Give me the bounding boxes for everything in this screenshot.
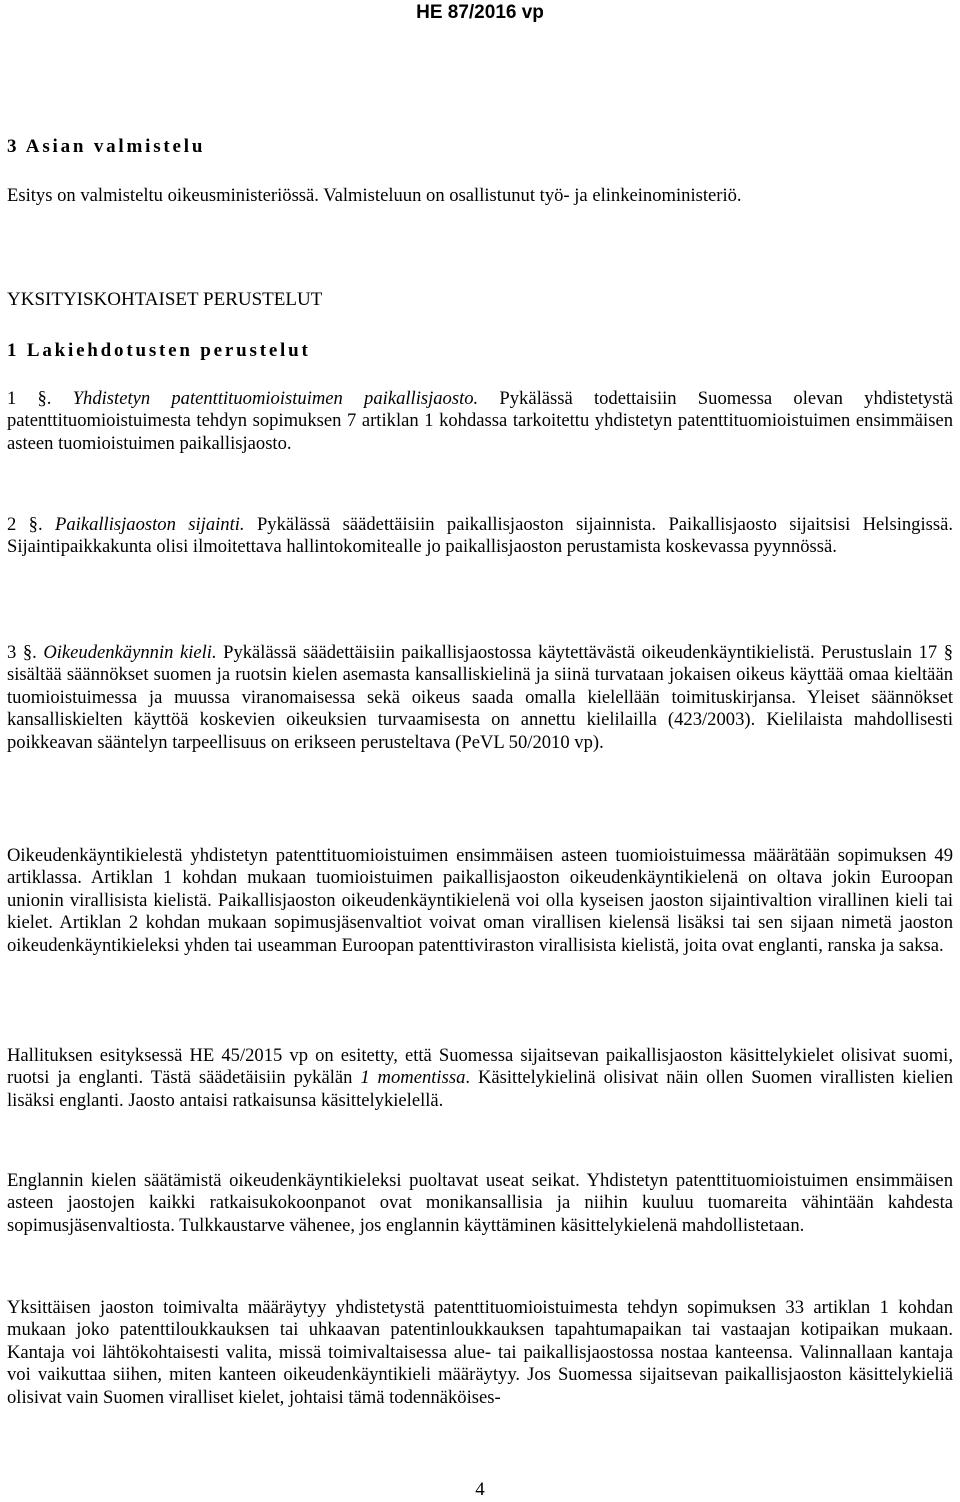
- section-number: 3 §.: [7, 642, 37, 663]
- section-text: Pykälässä säädettäisiin paikallisjaostossa käytettävästä oikeudenkäyntikielistä. Perustuslain 17 § sisältää säännökset suomen ja ruotsin kielen asemasta kansalliskielinä ja siinä turvataan jokaisen oikeus käyttää omaa kieltään tuomioistuimessa ja muussa viranomaisessa sekä oikeus saada omalla kielellään toimituskirjansa. Yleiset säännökset kansalliskielten käyttöä koskevien oikeuksien turvaamisesta on annettu kielilailla (423/2003). Kielilaista mahdollisesti poikkeavan sääntelyn tarpeellisuus on erikseen perusteltava (PeVL 50/2010 vp).: [7, 642, 954, 753]
- section-text: Pykälässä todettaisiin Suomessa olevan yhdistetystä patenttituomioistuimesta tehdyn sopimuksen 7 artiklan 1 kohdassa tarkoitettu yhdistetyn patenttituomioistuimen ensimmäisen asteen tuomioistuimen paikallisjaosto.: [7, 388, 953, 454]
- paragraph-5-text-a: Hallituksen esityksessä HE 45/2015 vp on esitetty, että Suomessa sijaitsevan paikallisjaoston käsittelykielet olisivat suomi, ruotsi ja englanti. Tästä säädetäisiin pykälän: [7, 1045, 953, 1089]
- section-heading-asian-valmistelu: 3 Asian valmistelu: [7, 136, 206, 157]
- detailed-reasoning-heading: YKSITYISKOHTAISET PERUSTELUT: [7, 289, 323, 310]
- paragraph-6: Englannin kielen säätämistä oikeudenkäyntikieleksi puoltavat useat seikat. Yhdistetyn patenttituomioistuimen ensimmäisen asteen jaostojen kaikki ratkaisukokoonpanot ovat monikansallisia ja niihin kuuluu tuomareita vähintään kahdesta sopimusjäsenvaltiosta. Tulkkaustarve vähenee, jos englannin käyttäminen käsittelykielenä mahdollistetaan.: [7, 1170, 953, 1236]
- document-id: HE 87/2016 vp: [416, 2, 544, 23]
- section-number: 1 §.: [7, 388, 52, 409]
- section-text: Pykälässä säädettäisiin paikallisjaoston sijainnista. Paikallisjaosto sijaitsisi Helsingissä. Sijaintipaikkakunta olisi ilmoitettava hallintokomitealle jo paikallisjaoston perustamista koskevassa pyynnössä.: [7, 514, 953, 558]
- section-title: Oikeudenkäynnin kieli.: [43, 642, 217, 663]
- section3-body: Esitys on valmisteltu oikeusministeriössä. Valmisteluun on osallistunut työ- ja elinkeinoministeriö.: [7, 185, 742, 206]
- section-title: Paikallisjaoston sijainti.: [55, 514, 245, 535]
- paragraph-1: [7, 388, 953, 455]
- bill-reasoning-subheading: 1 Lakiehdotusten perustelut: [7, 340, 311, 361]
- page-number: 4: [475, 1479, 485, 1500]
- paragraph-7: Yksittäisen jaoston toimivalta määräytyy yhdistetystä patenttituomioistuimesta tehdyn sopimuksen 33 artiklan 1 kohdan mukaan joko patenttiloukkauksen tai uhkaavan patentinloukkauksen tapahtumapaikan tai vastaajan kotipaikan mukaan. Kantaja voi lähtökohtaisesti valita, missä toimivaltaisessa alue- tai paikallisjaostossa nostaa kanteensa. Valinnallaan kantaja voi vaikuttaa siihen, miten kanteen oikeudenkäyntikieli määräytyy. Jos Suomessa sijaitsevan paikallisjaoston käsittelykieliä olisivat vain Suomen viralliset kielet, johtaisi tämä todennäköises-: [7, 1297, 953, 1408]
- section-number: 2 §.: [7, 514, 43, 535]
- paragraph-2: [7, 514, 953, 559]
- paragraph-4: Oikeudenkäyntikielestä yhdistetyn patenttituomioistuimen ensimmäisen asteen tuomioistuimessa määrätään sopimuksen 49 artiklassa. Artiklan 1 kohdan mukaan tuomioistuimen paikallisjaoston oikeudenkäyntikielenä on oltava jokin Euroopan unionin virallisista kielistä. Paikallisjaoston oikeudenkäyntikielenä voi olla kyseisen jaoston sijaintivaltion virallinen kieli tai kielet. Artiklan 2 kohdan mukaan sopimusjäsenvaltiot voivat oman virallisen kielensä lisäksi tai sen sijaan nimetä jaoston oikeudenkäyntikieleksi yhden tai useamman Euroopan patenttiviraston virallisista kielistä, joita ovat englanti, ranska ja saksa.: [7, 845, 953, 956]
- paragraph-5-text-b: . Käsittelykielinä olisivat näin ollen Suomen virallisten kielien lisäksi englanti. Jaosto antaisi ratkaisunsa käsittelykielellä.: [7, 1067, 954, 1111]
- paragraph-3: [7, 642, 953, 754]
- paragraph-5-italic: 1 momentissa: [360, 1067, 466, 1089]
- paragraph-5: [7, 1045, 953, 1112]
- section-title: Yhdistetyn patenttituomioistuimen paikallisjaosto.: [72, 388, 479, 409]
